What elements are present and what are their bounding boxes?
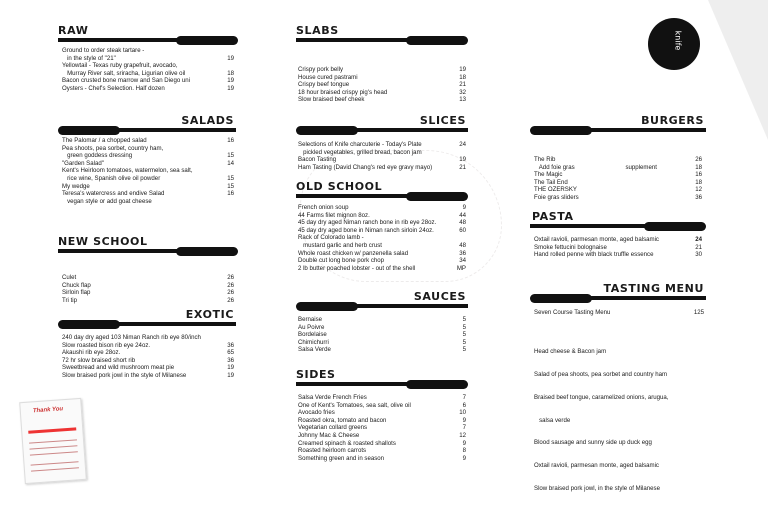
menu-item: House cured pastrami 18 bbox=[298, 73, 466, 81]
menu-item: Whole roast chicken w/ panzenella salad 36 bbox=[298, 249, 466, 257]
menu-item: Rack of Colorado lamb - bbox=[298, 234, 364, 242]
menu-item: Bacon crusted bone marrow and San Diego uni 19 bbox=[62, 77, 234, 85]
course-item: Blood sausage and sunny side up duck egg bbox=[534, 439, 652, 447]
section-title: EXOTIC bbox=[185, 308, 234, 321]
section-title: SIDES bbox=[296, 368, 336, 381]
menu-item: Crispy beef tongue 21 bbox=[298, 81, 466, 89]
menu-item: The Magic 16 bbox=[534, 171, 702, 179]
menu-item: Slow braised beef cheek 13 bbox=[298, 96, 466, 104]
menu-item: Sirloin flap 26 bbox=[62, 289, 234, 297]
menu-item: Ground to order steak tartare - bbox=[62, 47, 145, 54]
menu-item: Bordelaise 5 bbox=[298, 331, 466, 339]
menu-item: vegan style or add goat cheese bbox=[62, 197, 152, 205]
sauces-header bbox=[296, 290, 468, 304]
salads-items bbox=[62, 137, 234, 205]
section-title: SALADS bbox=[181, 114, 234, 127]
menu-item: green goddess dressing 15 bbox=[62, 152, 234, 160]
menu-item: Salsa Verde 5 bbox=[298, 346, 466, 354]
section-title: BURGERS bbox=[641, 114, 704, 127]
menu-item: 240 day dry aged 103 Niman Ranch rib eye 80/inch bbox=[62, 334, 201, 341]
course-item: Salad of pea shoots, pea sorbet and country ham bbox=[534, 370, 668, 378]
old-school-items bbox=[298, 204, 466, 272]
menu-item: Selections of Knife charcuterie - Today's Plate 24 bbox=[298, 141, 466, 148]
old-school-header bbox=[296, 180, 468, 194]
salads-header bbox=[58, 114, 236, 128]
knife-divider bbox=[296, 302, 468, 311]
menu-item: Yellowtail - Texas ruby grapefruit, avocado, bbox=[62, 62, 178, 70]
slabs-header bbox=[296, 24, 468, 38]
page-curl-corner bbox=[708, 0, 768, 140]
sides-items bbox=[298, 394, 466, 462]
section-title: RAW bbox=[58, 24, 89, 37]
section-sides bbox=[296, 368, 468, 382]
pasta-header bbox=[530, 210, 706, 224]
menu-item: Bernaise 5 bbox=[298, 316, 466, 323]
menu-item: Hand rolled penne with black truffle essence 30 bbox=[534, 251, 702, 259]
menu-item: Oxtail ravioli, parmesan monte, aged balsamic 24 bbox=[534, 236, 702, 243]
course-item: salsa verde bbox=[534, 416, 571, 424]
knife-divider bbox=[58, 247, 238, 256]
menu-item: My wedge 15 bbox=[62, 182, 234, 190]
exotic-header bbox=[58, 308, 236, 322]
knife-divider bbox=[58, 126, 236, 135]
menu-item: Slow roasted bison rib eye 24oz. 36 bbox=[62, 341, 234, 349]
section-title: SLABS bbox=[296, 24, 339, 37]
menu-item: Crispy pork belly 19 bbox=[298, 66, 466, 73]
menu-item: Kent's Heirloom tomatoes, watermelon, sea salt, bbox=[62, 167, 193, 175]
section-title: SAUCES bbox=[413, 290, 466, 303]
section-raw bbox=[58, 24, 238, 38]
section-slabs bbox=[296, 24, 468, 38]
course-item: Head cheese & Bacon jam bbox=[534, 348, 607, 356]
section-new-school bbox=[58, 235, 238, 249]
menu-item: Tri tip 26 bbox=[62, 296, 234, 304]
menu-item: Roasted heirloom carrots 8 bbox=[298, 447, 466, 455]
slabs-items bbox=[298, 66, 466, 104]
menu-item: pickled vegetables, grilled bread, bacon jam bbox=[298, 148, 422, 156]
menu-item: Au Poivre 5 bbox=[298, 323, 466, 331]
menu-item: Johnny Mac & Cheese 12 bbox=[298, 431, 466, 439]
menu-item: 2 lb butter poached lobster - out of the shell MP bbox=[298, 264, 466, 272]
menu-item: THE OZERSKY 12 bbox=[534, 186, 702, 194]
menu-item: rice wine, Spanish olive oil powder 15 bbox=[62, 174, 234, 182]
menu-item: Ham Tasting (David Chang's red eye gravy mayo) 21 bbox=[298, 163, 466, 171]
menu-item: French onion soup 9 bbox=[298, 204, 466, 211]
raw-items bbox=[62, 47, 234, 93]
menu-item: Bacon Tasting 19 bbox=[298, 156, 466, 164]
menu-item: Akaushi rib eye 28oz. 65 bbox=[62, 349, 234, 357]
menu-item: Double cut long bone pork chop 34 bbox=[298, 257, 466, 265]
card-title: Thank You bbox=[32, 406, 64, 415]
menu-item: in the style of "21" 19 bbox=[62, 54, 234, 62]
section-exotic bbox=[58, 308, 236, 322]
menu-item: Chuck flap 26 bbox=[62, 281, 234, 289]
new-school-header bbox=[58, 235, 238, 249]
menu-item: Chimichurri 5 bbox=[298, 338, 466, 346]
raw-header bbox=[58, 24, 238, 38]
knife-divider bbox=[530, 126, 706, 135]
knife-divider bbox=[296, 126, 468, 135]
menu-item: The Tail End 18 bbox=[534, 178, 702, 186]
menu-item: Seven Course Tasting Menu 125 bbox=[534, 309, 704, 316]
new-school-items bbox=[62, 274, 234, 304]
knife-divider bbox=[58, 36, 238, 45]
knife-divider bbox=[296, 380, 468, 389]
pasta-items bbox=[534, 236, 702, 259]
menu-item: Teresa's watercress and endive Salad 16 bbox=[62, 190, 234, 198]
menu-item: mustard garlic and herb crust 48 bbox=[298, 241, 466, 249]
section-pasta bbox=[530, 210, 706, 224]
section-title: OLD SCHOOL bbox=[296, 180, 383, 193]
section-title: PASTA bbox=[532, 210, 574, 223]
section-sauces bbox=[296, 290, 468, 304]
menu-item: 45 day dry aged Niman ranch bone in rib eye 28oz. 48 bbox=[298, 219, 466, 227]
menu-item: Sweetbread and wild mushroom meat pie 19 bbox=[62, 364, 234, 372]
sauces-items bbox=[298, 316, 466, 354]
menu-item: 44 Farms filet mignon 8oz. 44 bbox=[298, 211, 466, 219]
menu-item: Salsa Verde French Fries 7 bbox=[298, 394, 466, 401]
exotic-items bbox=[62, 334, 234, 380]
menu-item: Avocado fries 10 bbox=[298, 409, 466, 417]
menu-item: Pea shoots, pea sorbet, country ham, bbox=[62, 144, 164, 152]
section-old-school bbox=[296, 180, 468, 194]
menu-item: 45 day dry aged bone in Niman ranch sirloin 24oz. 60 bbox=[298, 226, 466, 234]
burgers-header bbox=[530, 114, 706, 128]
logo-text: knife bbox=[673, 30, 683, 51]
section-tasting bbox=[530, 282, 706, 296]
menu-item: Add foie gras supplement 18 bbox=[534, 163, 702, 171]
knife-divider bbox=[58, 320, 236, 329]
menu-item: Something green and in season 9 bbox=[298, 454, 466, 462]
menu-item: Vegetarian collard greens 7 bbox=[298, 424, 466, 432]
menu-item: One of Kent's Tomatoes, sea salt, olive oil 6 bbox=[298, 401, 466, 409]
menu-item: Smoke fettucini bolognaise 21 bbox=[534, 243, 702, 251]
course-item: Slow braised pork jowl, in the style of Milanese bbox=[534, 484, 660, 492]
section-burgers bbox=[530, 114, 706, 128]
menu-item: Foie gras sliders 36 bbox=[534, 193, 702, 201]
knife-divider bbox=[530, 222, 706, 231]
tasting-header bbox=[530, 282, 706, 296]
menu-item: Oysters - Chef's Selection. Half dozen 19 bbox=[62, 84, 234, 92]
thank-you-card bbox=[19, 398, 87, 484]
knife-divider bbox=[296, 36, 468, 45]
menu-item: 18 hour braised crispy pig's head 32 bbox=[298, 88, 466, 96]
section-title: NEW SCHOOL bbox=[58, 235, 148, 248]
menu-item: Creamed spinach & roasted shallots 9 bbox=[298, 439, 466, 447]
section-salads bbox=[58, 114, 236, 128]
slices-header bbox=[296, 114, 468, 128]
section-title: SLICES bbox=[419, 114, 466, 127]
burgers-items bbox=[534, 156, 702, 202]
slices-items bbox=[298, 141, 466, 171]
card-highlight bbox=[28, 427, 76, 433]
section-title: TASTING MENU bbox=[603, 282, 704, 295]
menu-item: Murray River salt, sriracha, Ligurian olive oil 18 bbox=[62, 69, 234, 77]
menu-item: The Rib 26 bbox=[534, 156, 702, 163]
knife-logo bbox=[648, 18, 700, 70]
tasting-courses bbox=[534, 333, 669, 508]
menu-item: "Garden Salad" 14 bbox=[62, 159, 234, 167]
menu-item: The Palomar / a chopped salad 16 bbox=[62, 137, 234, 144]
menu-item: Roasted okra, tomato and bacon 9 bbox=[298, 416, 466, 424]
course-item: Oxtail ravioli, parmesan monte, aged balsamic bbox=[534, 462, 659, 470]
menu-item: Slow braised pork jowl in the style of Milanese 19 bbox=[62, 371, 234, 379]
sides-header bbox=[296, 368, 468, 382]
tasting-headline bbox=[534, 309, 704, 317]
knife-divider bbox=[296, 192, 468, 201]
knife-divider bbox=[530, 294, 706, 303]
course-item: Braised beef tongue, caramelized onions, arugua, bbox=[534, 393, 669, 401]
menu-item: 72 hr slow braised short rib 36 bbox=[62, 356, 234, 364]
section-slices bbox=[296, 114, 468, 128]
menu-item: Culet 26 bbox=[62, 274, 234, 281]
